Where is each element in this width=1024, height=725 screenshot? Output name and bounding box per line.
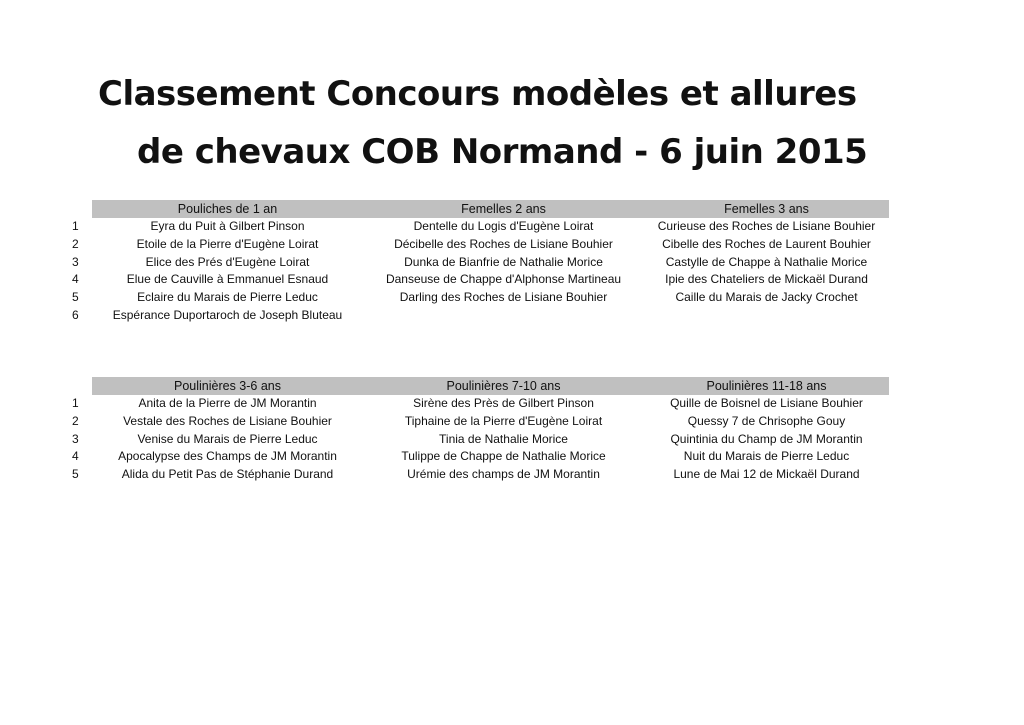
table-cell: Darling des Roches de Lisiane Bouhier	[399, 290, 608, 305]
table-cell: Eyra du Puit à Gilbert Pinson	[150, 219, 305, 233]
page-title-line-1: Classement Concours modèles et allures	[98, 74, 857, 114]
table-cell: Elue de Cauville à Emmanuel Esnaud	[126, 272, 329, 287]
column-header: Femelles 3 ans	[724, 202, 809, 216]
table-cell: Ipie des Chateliers de Mickaël Durand	[665, 272, 868, 287]
table-cell: Elice des Prés d'Eugène Loirat	[145, 254, 310, 269]
table-cell	[363, 307, 644, 325]
rank-cell: 6	[72, 307, 79, 322]
table-row	[62, 271, 889, 289]
table-header-row	[92, 377, 889, 395]
table-cell: Quille de Boisnel de Lisiane Bouhier	[670, 396, 863, 410]
rank-cell: 1	[72, 396, 79, 410]
table-row	[62, 289, 889, 307]
rank-cell: 2	[72, 413, 79, 428]
rank-cell: 2	[72, 236, 79, 251]
table-cell: Nuit du Marais de Pierre Leduc	[683, 449, 850, 464]
table-cell: Alida du Petit Pas de Stéphanie Durand	[121, 467, 334, 482]
table-row	[62, 218, 889, 236]
column-header: Poulinières 3-6 ans	[173, 379, 281, 393]
rank-cell: 1	[72, 219, 79, 233]
column-header: Poulinières 11-18 ans	[706, 379, 827, 393]
table-cell: Curieuse des Roches de Lisiane Bouhier	[657, 219, 876, 233]
table-row	[62, 307, 889, 325]
rank-cell: 3	[72, 431, 79, 446]
table-row	[62, 431, 889, 449]
table-cell: Caille du Marais de Jacky Crochet	[675, 290, 858, 305]
table-cell: Quintinia du Champ de JM Morantin	[670, 431, 863, 446]
table-cell: Anita de la Pierre de JM Morantin	[138, 396, 317, 410]
table-cell: Décibelle des Roches de Lisiane Bouhier	[394, 236, 613, 251]
table-row	[62, 413, 889, 431]
ranking-table-young-mares	[62, 200, 889, 325]
column-header: Pouliches de 1 an	[177, 202, 278, 216]
rank-cell: 4	[72, 449, 79, 464]
column-header: Femelles 2 ans	[461, 202, 546, 216]
rank-cell: 5	[72, 290, 79, 305]
table-cell: Castylle de Chappe à Nathalie Morice	[665, 254, 868, 269]
rank-cell: 5	[72, 467, 79, 482]
column-header: Poulinières 7-10 ans	[446, 379, 561, 393]
table-cell: Lune de Mai 12 de Mickaël Durand	[673, 467, 860, 482]
ranking-table-broodmares	[62, 377, 889, 484]
table-row	[62, 466, 889, 484]
table-cell	[644, 307, 889, 325]
table-row	[62, 395, 889, 413]
table-header-row	[92, 200, 889, 218]
page-title-line-2: de chevaux COB Normand - 6 juin 2015	[137, 132, 868, 172]
table-cell: Sirène des Près de Gilbert Pinson	[413, 396, 594, 410]
table-cell: Eclaire du Marais de Pierre Leduc	[137, 290, 318, 305]
rank-cell: 3	[72, 254, 79, 269]
table-cell: Apocalypse des Champs de JM Morantin	[118, 449, 337, 464]
table-cell: Tiphaine de la Pierre d'Eugène Loirat	[404, 413, 603, 428]
table-cell: Tinia de Nathalie Morice	[439, 431, 568, 446]
table-cell: Quessy 7 de Chrisophe Gouy	[687, 413, 846, 428]
table-cell: Cibelle des Roches de Laurent Bouhier	[662, 236, 871, 251]
table-cell: Dentelle du Logis d'Eugène Loirat	[413, 219, 594, 233]
table-cell: Vestale des Roches de Lisiane Bouhier	[123, 413, 332, 428]
table-row	[62, 236, 889, 254]
table-cell: Dunka de Bianfrie de Nathalie Morice	[404, 254, 603, 269]
table-cell: Venise du Marais de Pierre Leduc	[137, 431, 318, 446]
table-cell: Espérance Duportaroch de Joseph Bluteau	[112, 307, 343, 322]
rank-cell: 4	[72, 272, 79, 287]
table-cell: Tulippe de Chappe de Nathalie Morice	[401, 449, 606, 464]
table-row	[62, 448, 889, 466]
table-cell: Etoile de la Pierre d'Eugène Loirat	[136, 236, 319, 251]
table-cell: Danseuse de Chappe d'Alphonse Martineau	[385, 272, 622, 287]
table-cell: Urémie des champs de JM Morantin	[407, 467, 600, 482]
table-row	[62, 254, 889, 272]
